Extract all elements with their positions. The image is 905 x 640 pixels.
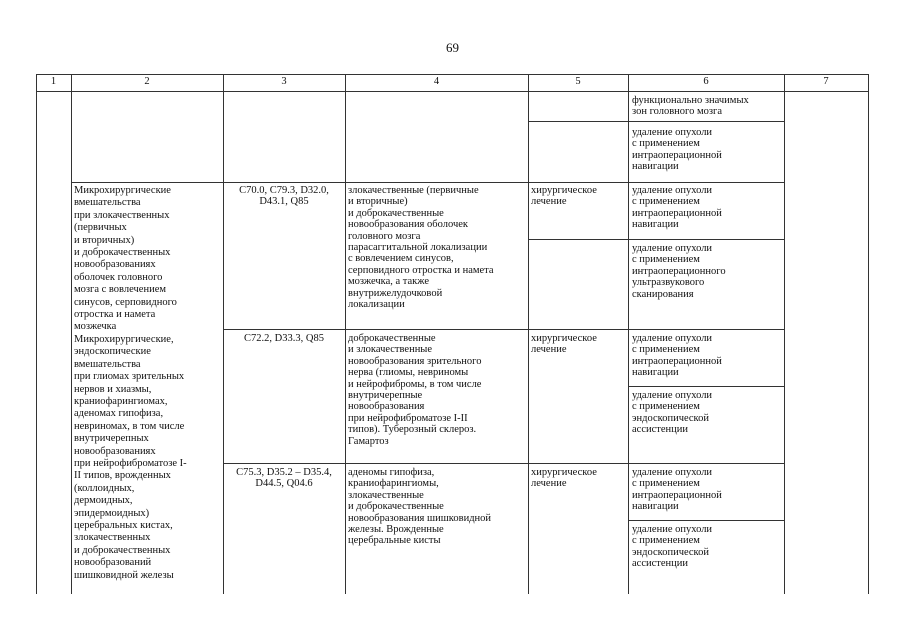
row-divider bbox=[528, 121, 784, 122]
row-divider bbox=[223, 329, 784, 330]
table-top-border bbox=[36, 74, 868, 75]
page-number: 69 bbox=[446, 40, 459, 55]
column-border bbox=[345, 74, 346, 594]
intervention-cell: Микрохирургические вмешательства при злокачественных (первичных и вторичных) и доброкачественных новообразованиях оболочек головного мозга с вовлечением синусов, серповидного отростка и намета мозжечка Микрохирургические, эндоскопические вмешательства при глиомах зрительных нервов и хиазмы, краниофарингиомах, аденомах гипофиза, невриномах, в том числе внутричерепных новообразованиях при нейрофиброматозе I- II типов, врожденных (коллоидных, дермоидных, эпидермоидных) церебральных кистах, злокачественных и доброкачественных новообразований шишковидной железы bbox=[74, 185, 187, 581]
icd-codes-cell: C75.3, D35.2 – D35.4, D44.5, Q04.6 bbox=[236, 467, 332, 490]
column-header: 6 bbox=[703, 76, 709, 87]
column-border bbox=[868, 74, 869, 594]
method-cell: удаление опухоли с применением интраоперационной навигации bbox=[632, 127, 722, 173]
row-divider bbox=[528, 239, 784, 240]
column-header: 3 bbox=[281, 76, 287, 87]
column-border bbox=[71, 74, 72, 594]
row-divider bbox=[628, 520, 784, 521]
method-cell: удаление опухоли с применением интраоперационного ультразвукового сканирования bbox=[632, 243, 726, 300]
method-cell: удаление опухоли с применением интраоперационной навигации bbox=[632, 333, 722, 379]
diagnosis-cell: доброкачественные и злокачественные новообразования зрительного нерва (глиомы, невриномы и нейрофибромы, в том числе внутричерепные новообразования при нейрофиброматозе I-II типов). Туберозный склероз. Гамартоз bbox=[348, 333, 482, 447]
icd-codes-cell: C70.0, C79.3, D32.0, D43.1, Q85 bbox=[239, 185, 329, 208]
column-header: 2 bbox=[144, 76, 150, 87]
diagnosis-cell: аденомы гипофиза, краниофарингиомы, злокачественные и доброкачественные новообразования шишковидной железы. Врожденные церебральные кисты bbox=[348, 467, 492, 547]
method-cell: удаление опухоли с применением интраоперационной навигации bbox=[632, 185, 722, 231]
treatment-cell: хирургическое лечение bbox=[531, 467, 597, 490]
row-divider bbox=[71, 182, 784, 183]
icd-codes-cell: C72.2, D33.3, Q85 bbox=[244, 333, 324, 344]
header-bottom-border bbox=[36, 91, 868, 92]
method-cell: удаление опухоли с применением эндоскопической ассистенции bbox=[632, 524, 713, 570]
column-border bbox=[36, 74, 37, 594]
diagnosis-cell: злокачественные (первичные и вторичные) и доброкачественные новообразования оболочек головного мозга парасаггитальной локализации с вовлечением синусов, серповидного отростка и намета мозжечка, а также внутрижелудочковой локализации bbox=[348, 185, 494, 311]
treatment-cell: хирургическое лечение bbox=[531, 333, 597, 356]
column-header: 1 bbox=[50, 76, 57, 87]
treatment-cell: хирургическое лечение bbox=[531, 185, 597, 208]
column-header: 4 bbox=[433, 76, 440, 87]
method-cell: удаление опухоли с применением эндоскопической ассистенции bbox=[632, 390, 713, 436]
method-cell: удаление опухоли с применением интраоперационной навигации bbox=[632, 467, 722, 513]
column-header: 7 bbox=[823, 76, 829, 87]
column-border bbox=[628, 74, 629, 594]
row-divider bbox=[628, 386, 784, 387]
row-divider bbox=[223, 463, 784, 464]
column-border bbox=[528, 74, 529, 594]
column-header: 5 bbox=[575, 76, 581, 87]
method-cell: функционально значимых зон головного мозга bbox=[632, 95, 749, 118]
column-border bbox=[784, 74, 785, 594]
